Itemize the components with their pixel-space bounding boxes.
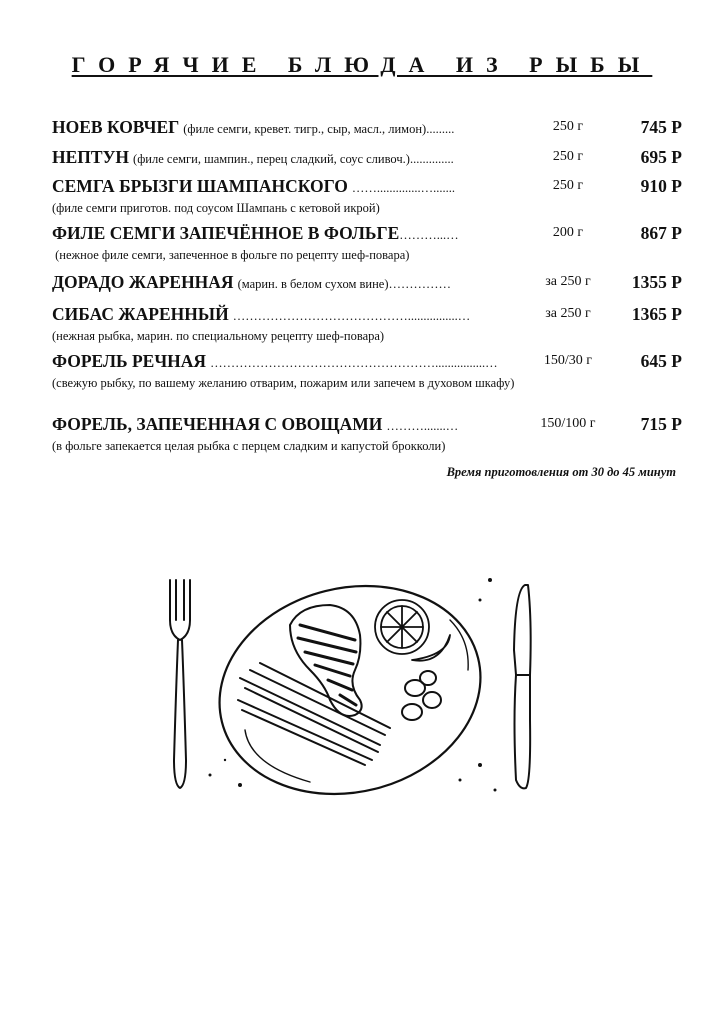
item-leader-dots: ………………………………………………................… xyxy=(210,356,498,370)
item-leader-dots: ……..............…....... xyxy=(351,181,456,195)
menu-item xyxy=(52,304,682,344)
item-inline-description: (марин. в белом сухом вине) xyxy=(237,277,389,291)
item-description: (нежная рыбка, марин. по специальному рецепту шеф-повара) xyxy=(52,329,385,343)
menu-item xyxy=(52,414,682,454)
item-leader-dots: .............. xyxy=(409,152,454,166)
item-leader-dots: ……………………………………................… xyxy=(232,309,471,323)
menu-item xyxy=(52,147,682,171)
item-inline-description: (филе семги, кревет. тигр., сыр, масл., лимон) xyxy=(183,122,427,136)
item-price: 715 Р xyxy=(640,414,682,434)
lemon-slice-icon xyxy=(375,600,450,661)
item-inline-description: (филе семги, шампин., перец сладкий, соус сливоч.) xyxy=(133,152,410,166)
item-name: НОЕВ КОВЧЕГ xyxy=(52,117,180,137)
fish-steak-icon xyxy=(290,605,362,716)
item-weight: 250 г xyxy=(552,178,584,193)
menu-item xyxy=(52,176,682,216)
menu-item xyxy=(52,272,682,296)
knife-icon xyxy=(514,585,531,788)
fork-icon xyxy=(170,580,190,788)
menu-item xyxy=(52,351,682,391)
item-name: СЕМГА БРЫЗГИ ШАМПАНСКОГО xyxy=(52,176,348,196)
item-name: ДОРАДО ЖАРЕННАЯ xyxy=(52,272,234,292)
menu-item xyxy=(52,223,682,263)
item-description: (в фольге запекается целая рыбка с перцем сладким и капустой брокколи) xyxy=(52,439,446,453)
item-description: (нежное филе семги, запеченное в фольге по рецепту шеф-повара) xyxy=(52,248,410,262)
menu-item xyxy=(52,117,682,141)
olive-icon xyxy=(402,671,441,720)
item-price: 745 Р xyxy=(640,117,682,137)
item-price: 910 Р xyxy=(640,176,682,196)
item-leader-dots: ……….......… xyxy=(386,419,459,433)
item-name: ФИЛЕ СЕМГИ ЗАПЕЧЁННОЕ В ФОЛЬГЕ xyxy=(52,223,400,243)
item-leader-dots: ………...… xyxy=(399,228,459,242)
plate-with-fish-fork-knife-icon xyxy=(150,560,570,810)
item-weight: за 250 г xyxy=(545,306,591,321)
item-weight: 250 г xyxy=(552,119,584,134)
item-leader-dots: …………… xyxy=(388,277,451,291)
item-price: 867 Р xyxy=(640,223,682,243)
item-price: 1355 Р xyxy=(631,272,682,292)
item-name: НЕПТУН xyxy=(52,147,130,167)
asparagus-icon xyxy=(238,663,390,765)
cooking-time-note: Время приготовления от 30 до 45 минут xyxy=(446,465,676,479)
item-name: ФОРЕЛЬ РЕЧНАЯ xyxy=(52,351,207,371)
item-weight: 150/30 г xyxy=(543,353,593,368)
item-weight: 150/100 г xyxy=(540,416,596,431)
item-name: ФОРЕЛЬ, ЗАПЕЧЕННАЯ С ОВОЩАМИ xyxy=(52,414,383,434)
page-title: ГОРЯЧИЕ БЛЮДА ИЗ РЫБЫ xyxy=(71,52,653,77)
item-weight: 200 г xyxy=(552,225,584,240)
item-weight: за 250 г xyxy=(545,274,591,289)
item-description: (филе семги приготов. под соусом Шампань с кетовой икрой) xyxy=(52,201,380,215)
item-name: СИБАС ЖАРЕННЫЙ xyxy=(52,304,229,324)
item-price: 1365 Р xyxy=(631,304,682,324)
item-leader-dots: ......... xyxy=(426,122,455,136)
item-price: 645 Р xyxy=(640,351,682,371)
item-description: (свежую рыбку, по вашему желанию отварим, пожарим или запечем в духовом шкафу) xyxy=(52,376,515,390)
item-weight: 250 г xyxy=(552,149,584,164)
item-price: 695 Р xyxy=(640,147,682,167)
